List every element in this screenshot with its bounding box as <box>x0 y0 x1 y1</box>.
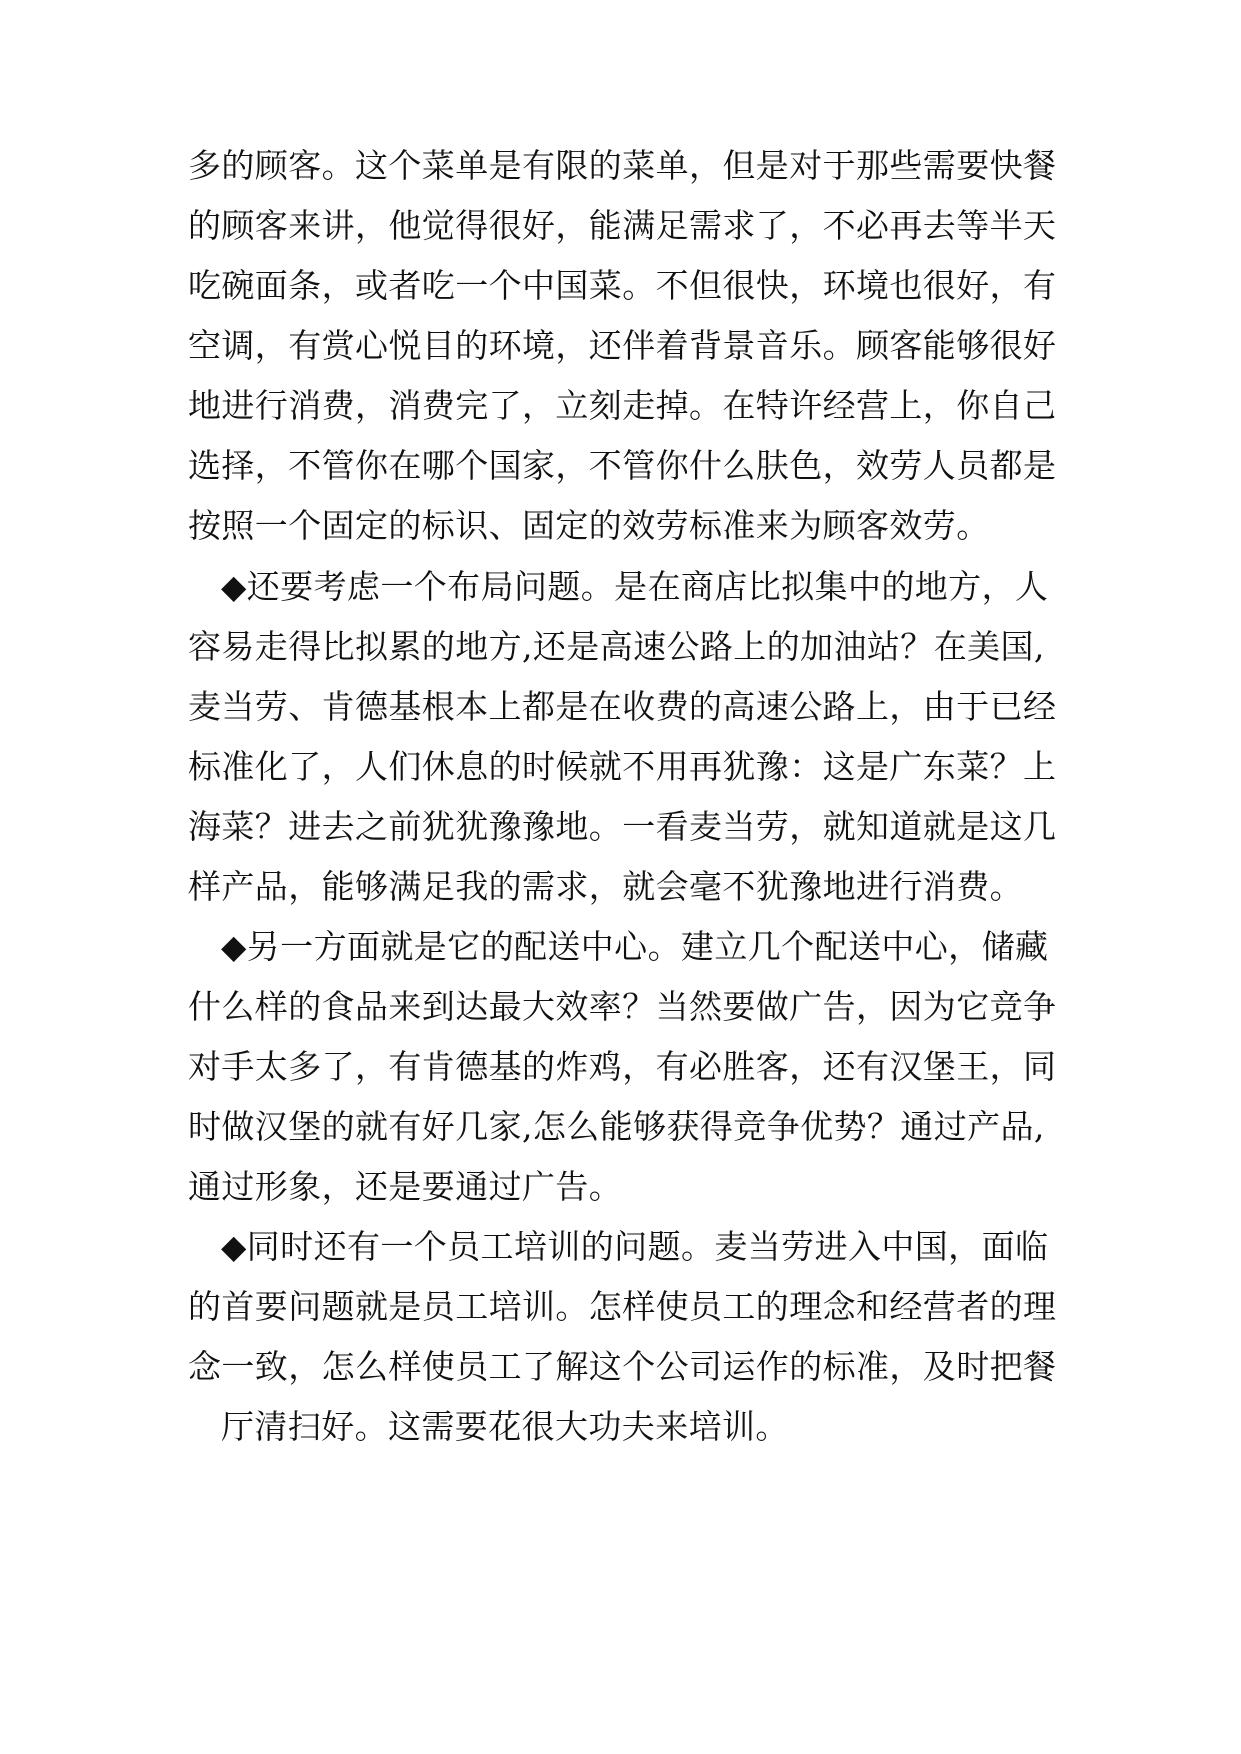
text-line: 吃碗面条，或者吃一个中国菜。不但很快，环境也很好，有 <box>188 266 1057 305</box>
text-line: 按照一个固定的标识、固定的效劳标准来为顾客效劳。 <box>188 506 990 545</box>
text-line: 容易走得比拟累的地方,还是高速公路上的加油站？在美国, <box>188 627 1045 666</box>
text-line: 通过形象，还是要通过广告。 <box>188 1167 623 1206</box>
text-line: 样产品，能够满足我的需求，就会毫不犹豫地进行消费。 <box>188 867 1023 906</box>
text-line: 地进行消费，消费完了，立刻走掉。在特许经营上，你自己 <box>188 386 1057 425</box>
text-line: 时做汉堡的就有好几家,怎么能够获得竞争优势？通过产品, <box>188 1107 1045 1146</box>
text-line: 麦当劳、肯德基根本上都是在收费的高速公路上，由于已经 <box>188 687 1057 726</box>
text-line: 念一致，怎么样使员工了解这个公司运作的标准，及时把餐 <box>188 1347 1057 1386</box>
bullet-paragraph-line: ◆同时还有一个员工培训的问题。麦当劳进入中国，面临 <box>221 1227 1049 1266</box>
text-line: 海菜？进去之前犹犹豫豫地。一看麦当劳，就知道就是这几 <box>188 807 1057 846</box>
text-line: 什么样的食品来到达最大效率？当然要做广告，因为它竞争 <box>188 987 1057 1026</box>
bullet-paragraph-line: ◆另一方面就是它的配送中心。建立几个配送中心，储藏 <box>221 927 1049 966</box>
text-line: 的顾客来讲，他觉得很好，能满足需求了，不必再去等半天 <box>188 206 1057 245</box>
bullet-paragraph-line: ◆还要考虑一个布局问题。是在商店比拟集中的地方，人 <box>221 567 1049 606</box>
text-line: 对手太多了，有肯德基的炸鸡，有必胜客，还有汉堡王，同 <box>188 1047 1057 1086</box>
text-line: 厅清扫好。这需要花很大功夫来培训。 <box>221 1407 789 1446</box>
text-line: 标准化了，人们休息的时候就不用再犹豫：这是广东菜？上 <box>188 747 1057 786</box>
text-line: 多的顾客。这个菜单是有限的菜单，但是对于那些需要快餐 <box>188 146 1057 185</box>
text-line: 选择，不管你在哪个国家，不管你什么肤色，效劳人员都是 <box>188 446 1057 485</box>
text-line: 的首要问题就是员工培训。怎样使员工的理念和经营者的理 <box>188 1287 1057 1326</box>
text-line: 空调，有赏心悦目的环境，还伴着背景音乐。顾客能够很好 <box>188 326 1057 365</box>
